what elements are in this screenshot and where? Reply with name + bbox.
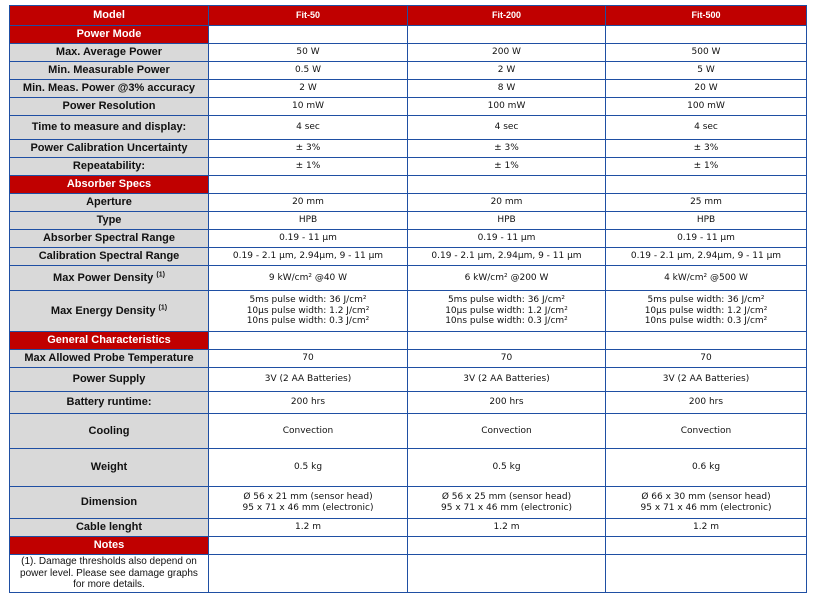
cell-fit-200: 0.5 kg bbox=[408, 449, 606, 487]
row-label-text: Max Power Density bbox=[53, 271, 154, 284]
row-cooling bbox=[10, 414, 807, 449]
cell-fit-500: 0.19 - 2.1 µm, 2.94µm, 9 - 11 µm bbox=[606, 248, 807, 266]
row-label: Cable lenght bbox=[10, 519, 209, 537]
row-aperture bbox=[10, 194, 807, 212]
row-repeatability bbox=[10, 158, 807, 176]
cell-fit-500: 200 hrs bbox=[606, 392, 807, 414]
cell-fit-50: 10 mW bbox=[209, 98, 408, 116]
row-label: Power Calibration Uncertainty bbox=[10, 140, 209, 158]
cell-fit-200: HPB bbox=[408, 212, 606, 230]
row-label: Aperture bbox=[10, 194, 209, 212]
row-label: Cooling bbox=[10, 414, 209, 449]
cell-fit-50: 20 mm bbox=[209, 194, 408, 212]
row-label: Weight bbox=[10, 449, 209, 487]
cell-fit-200: 100 mW bbox=[408, 98, 606, 116]
cell-fit-50: 0.19 - 11 µm bbox=[209, 230, 408, 248]
cell-fit-50: 70 bbox=[209, 350, 408, 368]
row-cable-length bbox=[10, 519, 807, 537]
cell-fit-500: 4 kW/cm² @500 W bbox=[606, 266, 807, 291]
cell-fit-200: 20 mm bbox=[408, 194, 606, 212]
row-max-probe-temperature bbox=[10, 350, 807, 368]
row-calibration-spectral-range bbox=[10, 248, 807, 266]
cell-fit-200: Convection bbox=[408, 414, 606, 449]
cell-fit-50: 4 sec bbox=[209, 116, 408, 140]
cell-fit-50: 2 W bbox=[209, 80, 408, 98]
row-absorber-spectral-range bbox=[10, 230, 807, 248]
cell-fit-500: HPB bbox=[606, 212, 807, 230]
section-notes: Notes bbox=[10, 537, 209, 555]
cell-fit-500: ± 3% bbox=[606, 140, 807, 158]
cell-fit-500: 4 sec bbox=[606, 116, 807, 140]
row-label: Repeatability: bbox=[10, 158, 209, 176]
cell-fit-200: 1.2 m bbox=[408, 519, 606, 537]
row-label-text: Max Energy Density bbox=[50, 304, 156, 317]
row-max-power-density bbox=[10, 266, 807, 291]
product-header-fit-200: Fit-200 bbox=[408, 6, 606, 26]
cell-fit-50: 5ms pulse width: 36 J/cm² 10µs pulse width: 1.2 J/cm² 10ns pulse width: 0.3 J/cm² bbox=[209, 291, 408, 332]
row-label: Absorber Spectral Range bbox=[10, 230, 209, 248]
cell-fit-50: 50 W bbox=[209, 44, 408, 62]
section-row-notes bbox=[10, 537, 807, 555]
cell-fit-500: ± 1% bbox=[606, 158, 807, 176]
cell-fit-50: ± 1% bbox=[209, 158, 408, 176]
cell-fit-50: HPB bbox=[209, 212, 408, 230]
row-max-average-power bbox=[10, 44, 807, 62]
row-label: Min. Measurable Power bbox=[10, 62, 209, 80]
row-label bbox=[10, 291, 209, 332]
row-power-supply bbox=[10, 368, 807, 392]
row-min-measurable-power bbox=[10, 62, 807, 80]
cell-fit-200: 70 bbox=[408, 350, 606, 368]
row-label: Type bbox=[10, 212, 209, 230]
header-row bbox=[10, 6, 807, 26]
row-battery-runtime bbox=[10, 392, 807, 414]
row-label: Max Allowed Probe Temperature bbox=[10, 350, 209, 368]
cell-fit-50: 1.2 m bbox=[209, 519, 408, 537]
cell-fit-50: 3V (2 AA Batteries) bbox=[209, 368, 408, 392]
cell-fit-200: 3V (2 AA Batteries) bbox=[408, 368, 606, 392]
section-row-absorber-specs bbox=[10, 176, 807, 194]
section-power-mode: Power Mode bbox=[10, 26, 209, 44]
cell-fit-500: 100 mW bbox=[606, 98, 807, 116]
cell-fit-200: ± 1% bbox=[408, 158, 606, 176]
cell-fit-200: 0.19 - 11 µm bbox=[408, 230, 606, 248]
section-absorber-specs: Absorber Specs bbox=[10, 176, 209, 194]
row-weight bbox=[10, 449, 807, 487]
cell-fit-50: 9 kW/cm² @40 W bbox=[209, 266, 408, 291]
cell-fit-200: 0.19 - 2.1 µm, 2.94µm, 9 - 11 µm bbox=[408, 248, 606, 266]
cell-fit-200: 200 W bbox=[408, 44, 606, 62]
cell-fit-50: 0.19 - 2.1 µm, 2.94µm, 9 - 11 µm bbox=[209, 248, 408, 266]
row-time-to-measure bbox=[10, 116, 807, 140]
cell-fit-500: 3V (2 AA Batteries) bbox=[606, 368, 807, 392]
cell-fit-200: ± 3% bbox=[408, 140, 606, 158]
cell-fit-50: 0.5 kg bbox=[209, 449, 408, 487]
product-header-fit-50: Fit-50 bbox=[209, 6, 408, 26]
row-label: Power Supply bbox=[10, 368, 209, 392]
row-calibration-uncertainty bbox=[10, 140, 807, 158]
cell-fit-500: 70 bbox=[606, 350, 807, 368]
section-general-characteristics: General Characteristics bbox=[10, 332, 209, 350]
row-label: Time to measure and display: bbox=[10, 116, 209, 140]
cell-fit-500: 25 mm bbox=[606, 194, 807, 212]
cell-fit-50: ± 3% bbox=[209, 140, 408, 158]
cell-fit-200: 8 W bbox=[408, 80, 606, 98]
row-label: Battery runtime: bbox=[10, 392, 209, 414]
cell-fit-200: 5ms pulse width: 36 J/cm² 10µs pulse width: 1.2 J/cm² 10ns pulse width: 0.3 J/cm² bbox=[408, 291, 606, 332]
cell-fit-500: 1.2 m bbox=[606, 519, 807, 537]
row-min-meas-power-3pct bbox=[10, 80, 807, 98]
cell-fit-500: 500 W bbox=[606, 44, 807, 62]
row-label bbox=[10, 266, 209, 291]
cell-fit-500: 5ms pulse width: 36 J/cm² 10µs pulse width: 1.2 J/cm² 10ns pulse width: 0.3 J/cm² bbox=[606, 291, 807, 332]
row-label: Min. Meas. Power @3% accuracy bbox=[10, 80, 209, 98]
cell-fit-50: Ø 56 x 21 mm (sensor head) 95 x 71 x 46 mm (electronic) bbox=[209, 487, 408, 519]
cell-fit-200: Ø 56 x 25 mm (sensor head) 95 x 71 x 46 mm (electronic) bbox=[408, 487, 606, 519]
row-power-resolution bbox=[10, 98, 807, 116]
row-label: Power Resolution bbox=[10, 98, 209, 116]
damage-threshold-note: (1). Damage thresholds also depend on power level. Please see damage graphs for more details. bbox=[10, 555, 209, 593]
row-label: Calibration Spectral Range bbox=[10, 248, 209, 266]
cell-fit-500: 5 W bbox=[606, 62, 807, 80]
cell-fit-500: 0.6 kg bbox=[606, 449, 807, 487]
section-row-power-mode bbox=[10, 26, 807, 44]
cell-fit-200: 200 hrs bbox=[408, 392, 606, 414]
cell-fit-500: 0.19 - 11 µm bbox=[606, 230, 807, 248]
cell-fit-500: Ø 66 x 30 mm (sensor head) 95 x 71 x 46 mm (electronic) bbox=[606, 487, 807, 519]
cell-fit-50: Convection bbox=[209, 414, 408, 449]
row-label: Max. Average Power bbox=[10, 44, 209, 62]
section-row-general bbox=[10, 332, 807, 350]
cell-fit-50: 200 hrs bbox=[209, 392, 408, 414]
model-header: Model bbox=[10, 6, 209, 26]
cell-fit-500: Convection bbox=[606, 414, 807, 449]
footnote-marker: (1) bbox=[158, 304, 168, 312]
row-type bbox=[10, 212, 807, 230]
cell-fit-500: 20 W bbox=[606, 80, 807, 98]
cell-fit-200: 2 W bbox=[408, 62, 606, 80]
cell-fit-200: 4 sec bbox=[408, 116, 606, 140]
row-max-energy-density bbox=[10, 291, 807, 332]
cell-fit-200: 6 kW/cm² @200 W bbox=[408, 266, 606, 291]
row-dimension bbox=[10, 487, 807, 519]
product-header-fit-500: Fit-500 bbox=[606, 6, 807, 26]
row-note-text bbox=[10, 555, 807, 593]
cell-fit-50: 0.5 W bbox=[209, 62, 408, 80]
row-label: Dimension bbox=[10, 487, 209, 519]
spec-table bbox=[9, 5, 807, 593]
footnote-marker: (1) bbox=[156, 271, 165, 279]
